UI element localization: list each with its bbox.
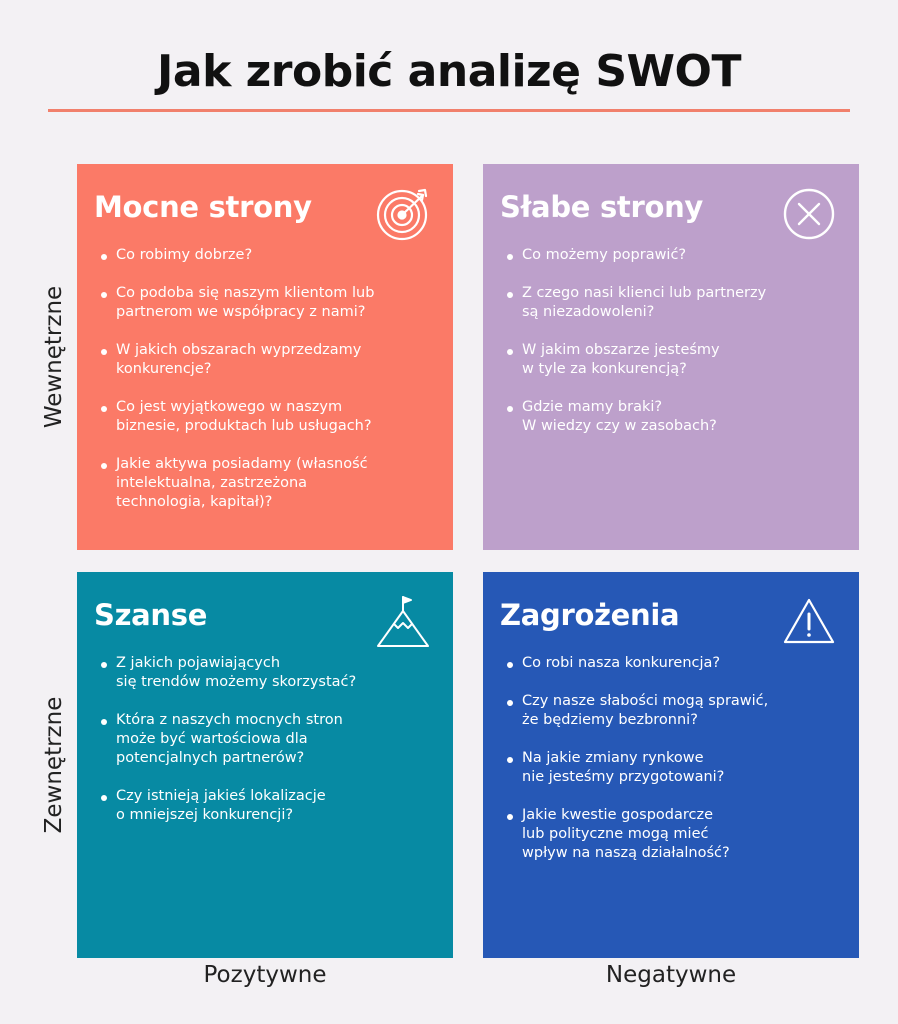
- question-list: [99, 654, 439, 844]
- list-item: Która z naszych mocnych stron może być wartościowa dla potencjalnych partnerów?: [99, 711, 439, 768]
- list-item: Jakie kwestie gospodarcze lub polityczne mogą mieć wpływ na naszą działalność?: [505, 806, 845, 863]
- mountain-flag-icon: [375, 594, 431, 650]
- list-item: Gdzie mamy braki? W wiedzy czy w zasobach?: [505, 398, 845, 436]
- axis-label-positive: Pozytywne: [203, 962, 327, 988]
- list-item: Na jakie zmiany rynkowe nie jesteśmy przygotowani?: [505, 749, 845, 787]
- quadrant-heading: Mocne strony: [94, 190, 312, 224]
- list-item: Czy nasze słabości mogą sprawić, że będziemy bezbronni?: [505, 692, 845, 730]
- close-circle-icon: [781, 186, 837, 242]
- list-item: Co możemy poprawić?: [505, 246, 845, 265]
- question-list: [505, 654, 845, 882]
- list-item: Z czego nasi klienci lub partnerzy są niezadowoleni?: [505, 284, 845, 322]
- warning-icon: [781, 594, 837, 650]
- quadrant-threats: [483, 572, 859, 958]
- axis-label-internal: Wewnętrzne: [41, 285, 67, 429]
- question-list: [505, 246, 845, 455]
- title-underline: [48, 109, 850, 112]
- quadrant-heading: Zagrożenia: [500, 598, 680, 632]
- list-item: Z jakich pojawiających się trendów możemy skorzystać?: [99, 654, 439, 692]
- list-item: Co jest wyjątkowego w naszym biznesie, produktach lub usługach?: [99, 398, 439, 436]
- list-item: W jakich obszarach wyprzedzamy konkurencje?: [99, 341, 439, 379]
- quadrant-weaknesses: [483, 164, 859, 550]
- list-item: W jakim obszarze jesteśmy w tyle za konkurencją?: [505, 341, 845, 379]
- target-icon: [375, 186, 431, 242]
- axis-label-external: Zewnętrzne: [41, 696, 67, 834]
- quadrant-strengths: [77, 164, 453, 550]
- list-item: Czy istnieją jakieś lokalizacje o mniejszej konkurencji?: [99, 787, 439, 825]
- quadrant-heading: Szanse: [94, 598, 208, 632]
- question-list: [99, 246, 439, 531]
- axis-label-negative: Negatywne: [605, 962, 737, 988]
- list-item: Co podoba się naszym klientom lub partnerom we współpracy z nami?: [99, 284, 439, 322]
- quadrant-heading: Słabe strony: [500, 190, 704, 224]
- page-title: Jak zrobić analizę SWOT: [157, 46, 741, 97]
- list-item: Co robi nasza konkurencja?: [505, 654, 845, 673]
- quadrant-opportunities: [77, 572, 453, 958]
- list-item: Jakie aktywa posiadamy (własność intelektualna, zastrzeżona technologia, kapitał)?: [99, 455, 439, 512]
- list-item: Co robimy dobrze?: [99, 246, 439, 265]
